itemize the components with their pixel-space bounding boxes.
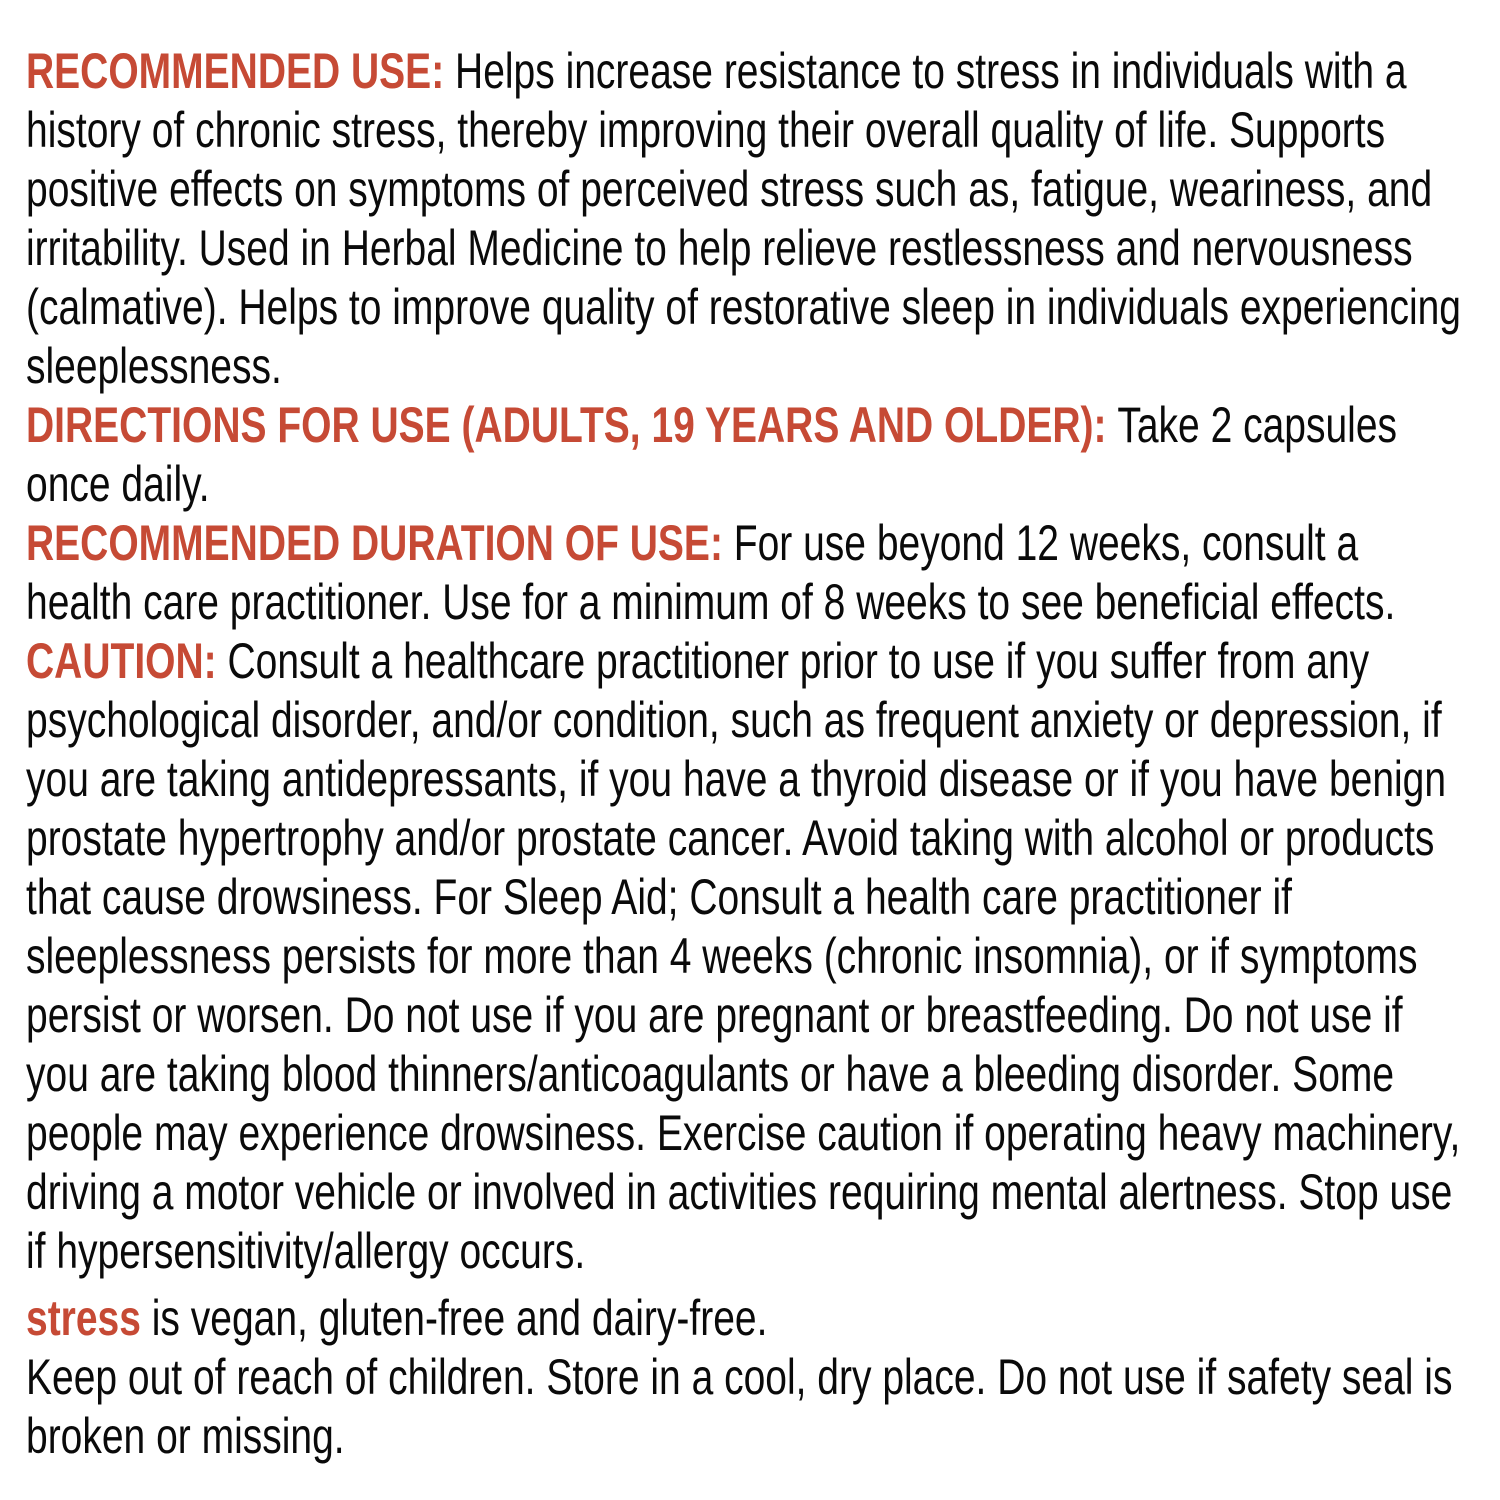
label-text-segment: people may experience drowsiness. Exercise caution if operating heavy machinery, [26, 1105, 1461, 1161]
label-line [26, 986, 1500, 1045]
label-line [26, 1407, 1500, 1466]
label-text-segment: that cause drowsiness. For Sleep Aid; Consult a health care practitioner if [26, 869, 1293, 925]
label-line [26, 691, 1500, 750]
label-line [26, 573, 1500, 632]
label-text-segment: sleeplessness. [26, 338, 282, 394]
label-line [26, 337, 1500, 396]
label-line [26, 1045, 1500, 1104]
label-text-segment: health care practitioner. Use for a minimum of 8 weeks to see beneficial effects. [26, 574, 1396, 630]
label-text-segment: (calmative). Helps to improve quality of restorative sleep in individuals experiencing [26, 279, 1462, 335]
label-text-segment: broken or missing. [26, 1408, 345, 1464]
label-text-segment: sleeplessness persists for more than 4 weeks (chronic insomnia), or if symptoms [26, 928, 1418, 984]
label-text-segment: persist or worsen. Do not use if you are pregnant or breastfeeding. Do not use if [26, 987, 1403, 1043]
label-line [26, 1348, 1500, 1407]
label-line [26, 514, 1500, 573]
label-line [26, 219, 1500, 278]
label-text-segment: you are taking antidepressants, if you have a thyroid disease or if you have benign [26, 751, 1447, 807]
label-line [26, 1222, 1500, 1281]
label-text-segment: if hypersensitivity/allergy occurs. [26, 1223, 586, 1279]
label-text-segment: For use beyond 12 weeks, consult a [733, 515, 1359, 571]
label-text-segment: once daily. [26, 456, 210, 512]
label-text-segment: psychological disorder, and/or condition, such as frequent anxiety or depression, if [26, 692, 1442, 748]
label-line [26, 750, 1500, 809]
section-heading: RECOMMENDED DURATION OF USE: [26, 515, 734, 571]
label-line [26, 1163, 1500, 1222]
section-heading: stress [26, 1290, 152, 1346]
label-text-segment: irritability. Used in Herbal Medicine to help relieve restlessness and nervousness [26, 220, 1413, 276]
label-text-segment: positive effects on symptoms of perceived stress such as, fatigue, weariness, and [26, 161, 1433, 217]
label-text-segment: driving a motor vehicle or involved in activities requiring mental alertness. Stop use [26, 1164, 1453, 1220]
label-text-segment: prostate hypertrophy and/or prostate cancer. Avoid taking with alcohol or products [26, 810, 1435, 866]
label-text-segment: you are taking blood thinners/anticoagulants or have a bleeding disorder. Some [26, 1046, 1395, 1102]
label-line [26, 278, 1500, 337]
label-line [26, 455, 1500, 514]
section-heading: DIRECTIONS FOR USE (ADULTS, 19 YEARS AND OLDER): [26, 397, 1118, 453]
section-heading: RECOMMENDED USE: [26, 43, 456, 99]
label-line [26, 809, 1500, 868]
label-text-segment: is vegan, gluten-free and dairy-free. [151, 1290, 768, 1346]
label-line [26, 927, 1500, 986]
label-line [26, 101, 1500, 160]
label-line [26, 868, 1500, 927]
label-text-segment: history of chronic stress, thereby improving their overall quality of life. Supports [26, 102, 1386, 158]
label-line [26, 42, 1500, 101]
label-text-segment: Consult a healthcare practitioner prior to use if you suffer from any [227, 633, 1370, 689]
label-line [26, 632, 1500, 691]
label-line [26, 1104, 1500, 1163]
label-line [26, 160, 1500, 219]
label-line [26, 1289, 1500, 1348]
section-heading: CAUTION: [26, 633, 228, 689]
label-line [26, 396, 1500, 455]
label-text-segment: Keep out of reach of children. Store in a cool, dry place. Do not use if safety seal is [26, 1349, 1453, 1405]
label-text-segment: Helps increase resistance to stress in individuals with a [455, 43, 1407, 99]
label-text-segment: Take 2 capsules [1117, 397, 1398, 453]
supplement-label-text [26, 42, 1500, 1466]
